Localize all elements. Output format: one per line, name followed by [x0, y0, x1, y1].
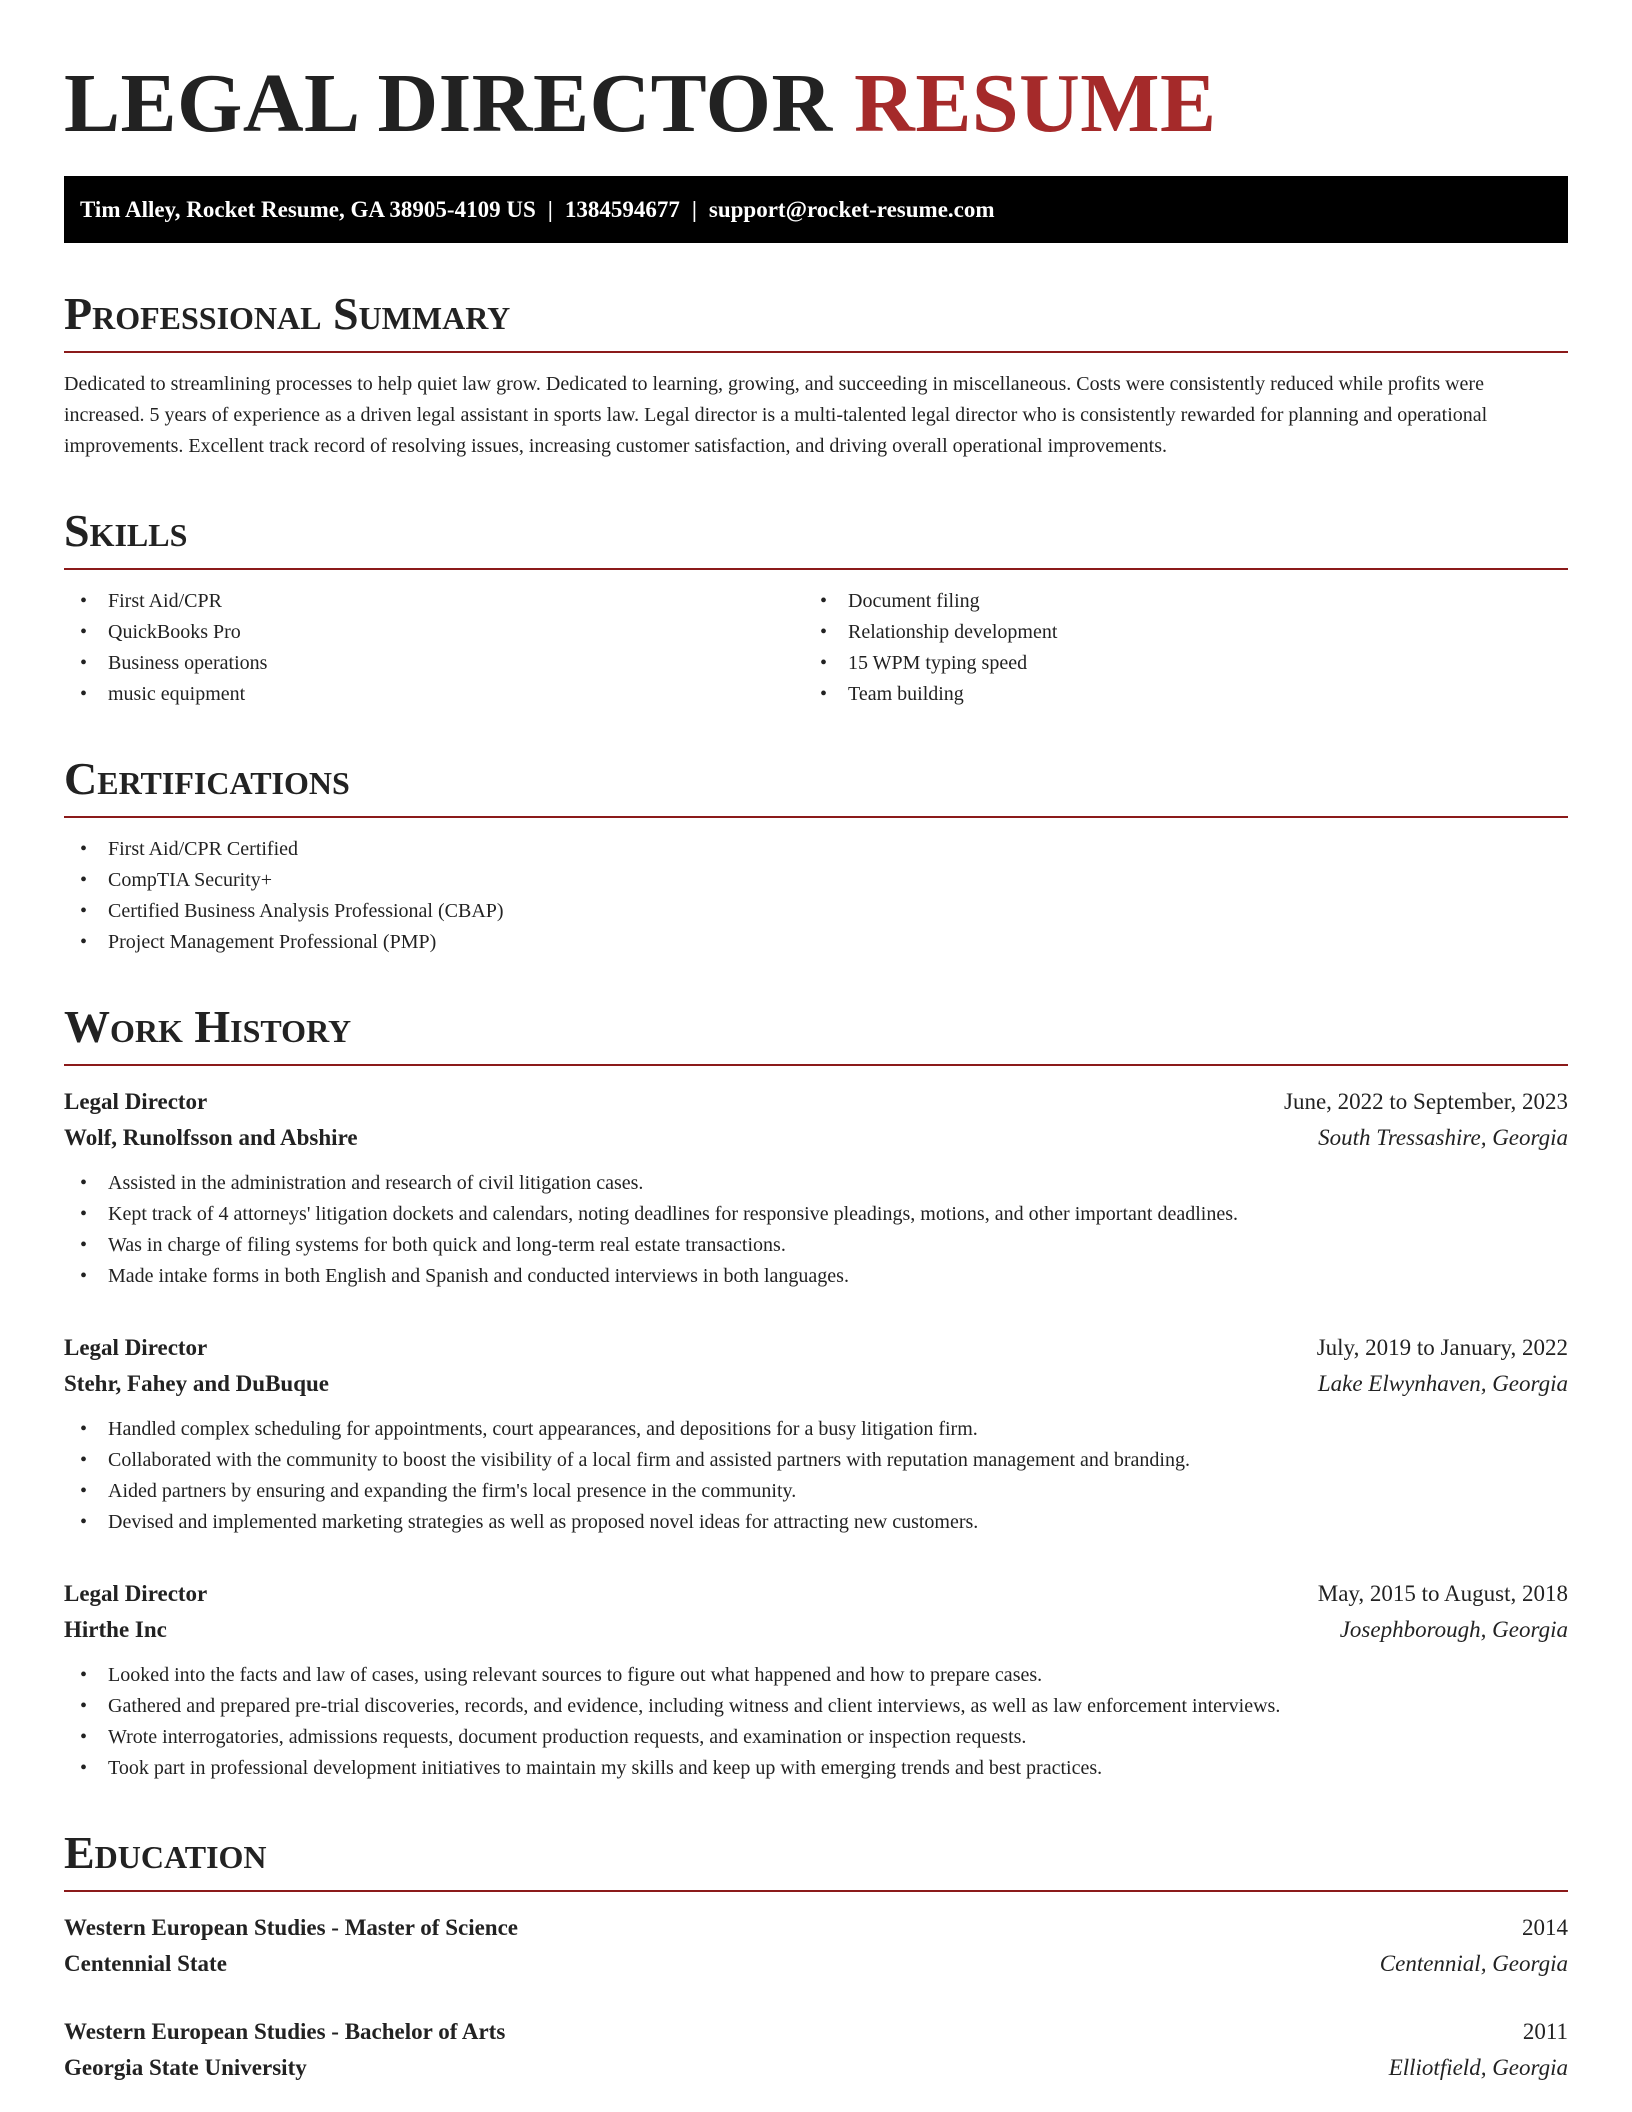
job-company: Hirthe Inc: [64, 1617, 167, 1642]
work-history-heading: Work History: [64, 1004, 1568, 1066]
skill-item: • Team building: [804, 679, 1544, 710]
skills-section: [64, 505, 1568, 710]
education-degree: Western European Studies - Master of Science: [64, 1915, 519, 1940]
skill-item: • First Aid/CPR: [64, 586, 804, 617]
job-duty: • Gathered and prepared pre-trial discoveries, records, and evidence, including witness and client interviews, as well as law enforcement interviews.: [64, 1691, 1568, 1722]
certification-item: • Project Management Professional (PMP): [64, 927, 1568, 958]
education-school: Georgia State University: [64, 2055, 307, 2080]
skill-item: • Relationship development: [804, 617, 1544, 648]
resume-title: [64, 57, 1568, 150]
title-accent: RESUME: [854, 57, 1217, 150]
education-year: 2014: [1522, 1915, 1568, 1940]
work-history-section: [64, 1001, 1568, 1784]
skill-item: • 15 WPM typing speed: [804, 648, 1544, 679]
contact-phone: 1384594677: [564, 197, 680, 222]
contact-separator: |: [691, 197, 697, 222]
job-duty: • Wrote interrogatories, admissions requests, document production requests, and examination or inspection requests.: [64, 1722, 1568, 1753]
job-entry: [64, 1330, 1568, 1538]
job-duty: • Made intake forms in both English and Spanish and conducted interviews in both languages.: [64, 1261, 1568, 1292]
job-entry: [64, 1576, 1568, 1784]
job-duties: [64, 1414, 1568, 1538]
job-dates: June, 2022 to September, 2023: [1284, 1089, 1568, 1114]
education-heading: Education: [64, 1830, 1568, 1892]
job-header-row: [64, 1576, 1568, 1612]
job-duty: • Handled complex scheduling for appointments, court appearances, and depositions for a busy litigation firm.: [64, 1414, 1568, 1445]
skill-item: • music equipment: [64, 679, 804, 710]
job-dates: July, 2019 to January, 2022: [1316, 1335, 1568, 1360]
job-company-row: [64, 1366, 1568, 1402]
job-duty: • Devised and implemented marketing strategies as well as proposed novel ideas for attracting new customers.: [64, 1507, 1568, 1538]
job-duties: [64, 1168, 1568, 1292]
job-title: Legal Director: [64, 1335, 208, 1360]
skills-list-right: [804, 586, 1544, 710]
job-duty: • Collaborated with the community to boost the visibility of a local firm and assisted partners with reputation management and branding.: [64, 1445, 1568, 1476]
job-location: South Tressashire, Georgia: [1318, 1125, 1568, 1150]
job-title: Legal Director: [64, 1089, 208, 1114]
certifications-list: [64, 834, 1568, 958]
job-duty: • Was in charge of filing systems for both quick and long-term real estate transactions.: [64, 1230, 1568, 1261]
education-school: Centennial State: [64, 1951, 227, 1976]
education-degree-row: [64, 2014, 1568, 2050]
skill-item: • QuickBooks Pro: [64, 617, 804, 648]
certification-item: • Certified Business Analysis Professional (CBAP): [64, 896, 1568, 927]
education-location: Centennial, Georgia: [1379, 1951, 1568, 1976]
job-duty: • Aided partners by ensuring and expanding the firm's local presence in the community.: [64, 1476, 1568, 1507]
education-degree-row: [64, 1910, 1568, 1946]
education-entry: [64, 2014, 1568, 2086]
education-year: 2011: [1522, 2019, 1568, 2044]
job-company-row: [64, 1120, 1568, 1156]
education-school-row: [64, 1946, 1568, 1982]
job-company: Wolf, Runolfsson and Abshire: [64, 1125, 358, 1150]
contact-email: support@rocket-resume.com: [708, 197, 995, 222]
summary-heading: Professional Summary: [64, 291, 1568, 353]
job-duty: • Took part in professional development initiatives to maintain my skills and keep up with emerging trends and best practices.: [64, 1753, 1568, 1784]
skill-item: • Document filing: [804, 586, 1544, 617]
skills-heading: Skills: [64, 508, 1568, 570]
job-company-row: [64, 1612, 1568, 1648]
contact-address: Tim Alley, Rocket Resume, GA 38905-4109 US: [80, 197, 536, 222]
contact-bar: [64, 176, 1568, 243]
job-duty: • Kept track of 4 attorneys' litigation dockets and calendars, noting deadlines for responsive pleadings, motions, and other important deadlines.: [64, 1199, 1568, 1230]
education-degree: Western European Studies - Bachelor of Arts: [64, 2019, 506, 2044]
skill-item: • Business operations: [64, 648, 804, 679]
job-location: Josephborough, Georgia: [1339, 1617, 1568, 1642]
certification-item: • First Aid/CPR Certified: [64, 834, 1568, 865]
certification-item: • CompTIA Security+: [64, 865, 1568, 896]
certifications-section: [64, 753, 1568, 958]
job-header-row: [64, 1330, 1568, 1366]
job-duty: • Assisted in the administration and research of civil litigation cases.: [64, 1168, 1568, 1199]
job-entry: [64, 1084, 1568, 1292]
education-location: Elliotfield, Georgia: [1388, 2055, 1568, 2080]
summary-text: Dedicated to streamlining processes to help quiet law grow. Dedicated to learning, growing, and succeeding in miscellaneous. Costs were consistently reduced while profits were increased. 5 years of experience as a driven legal assistant in sports law. Legal director is a multi-talented legal director who is consistently rewarded for planning and operational improvements. Excellent track record of resolving issues, increasing customer satisfaction, and driving overall operational improvements.: [64, 373, 1488, 457]
skills-grid: [64, 586, 1568, 710]
job-duty: • Looked into the facts and law of cases, using relevant sources to figure out what happened and how to prepare cases.: [64, 1660, 1568, 1691]
job-title: Legal Director: [64, 1581, 208, 1606]
job-header-row: [64, 1084, 1568, 1120]
summary-section: [64, 288, 1568, 462]
contact-separator: |: [547, 197, 553, 222]
education-entry: [64, 1910, 1568, 1982]
skills-list-left: [64, 586, 804, 710]
job-duties: [64, 1660, 1568, 1784]
job-location: Lake Elwynhaven, Georgia: [1317, 1371, 1568, 1396]
job-company: Stehr, Fahey and DuBuque: [64, 1371, 330, 1396]
title-main: LEGAL DIRECTOR: [64, 57, 833, 150]
education-section: [64, 1827, 1568, 2086]
education-school-row: [64, 2050, 1568, 2086]
certifications-heading: Certifications: [64, 756, 1568, 818]
job-dates: May, 2015 to August, 2018: [1317, 1581, 1568, 1606]
